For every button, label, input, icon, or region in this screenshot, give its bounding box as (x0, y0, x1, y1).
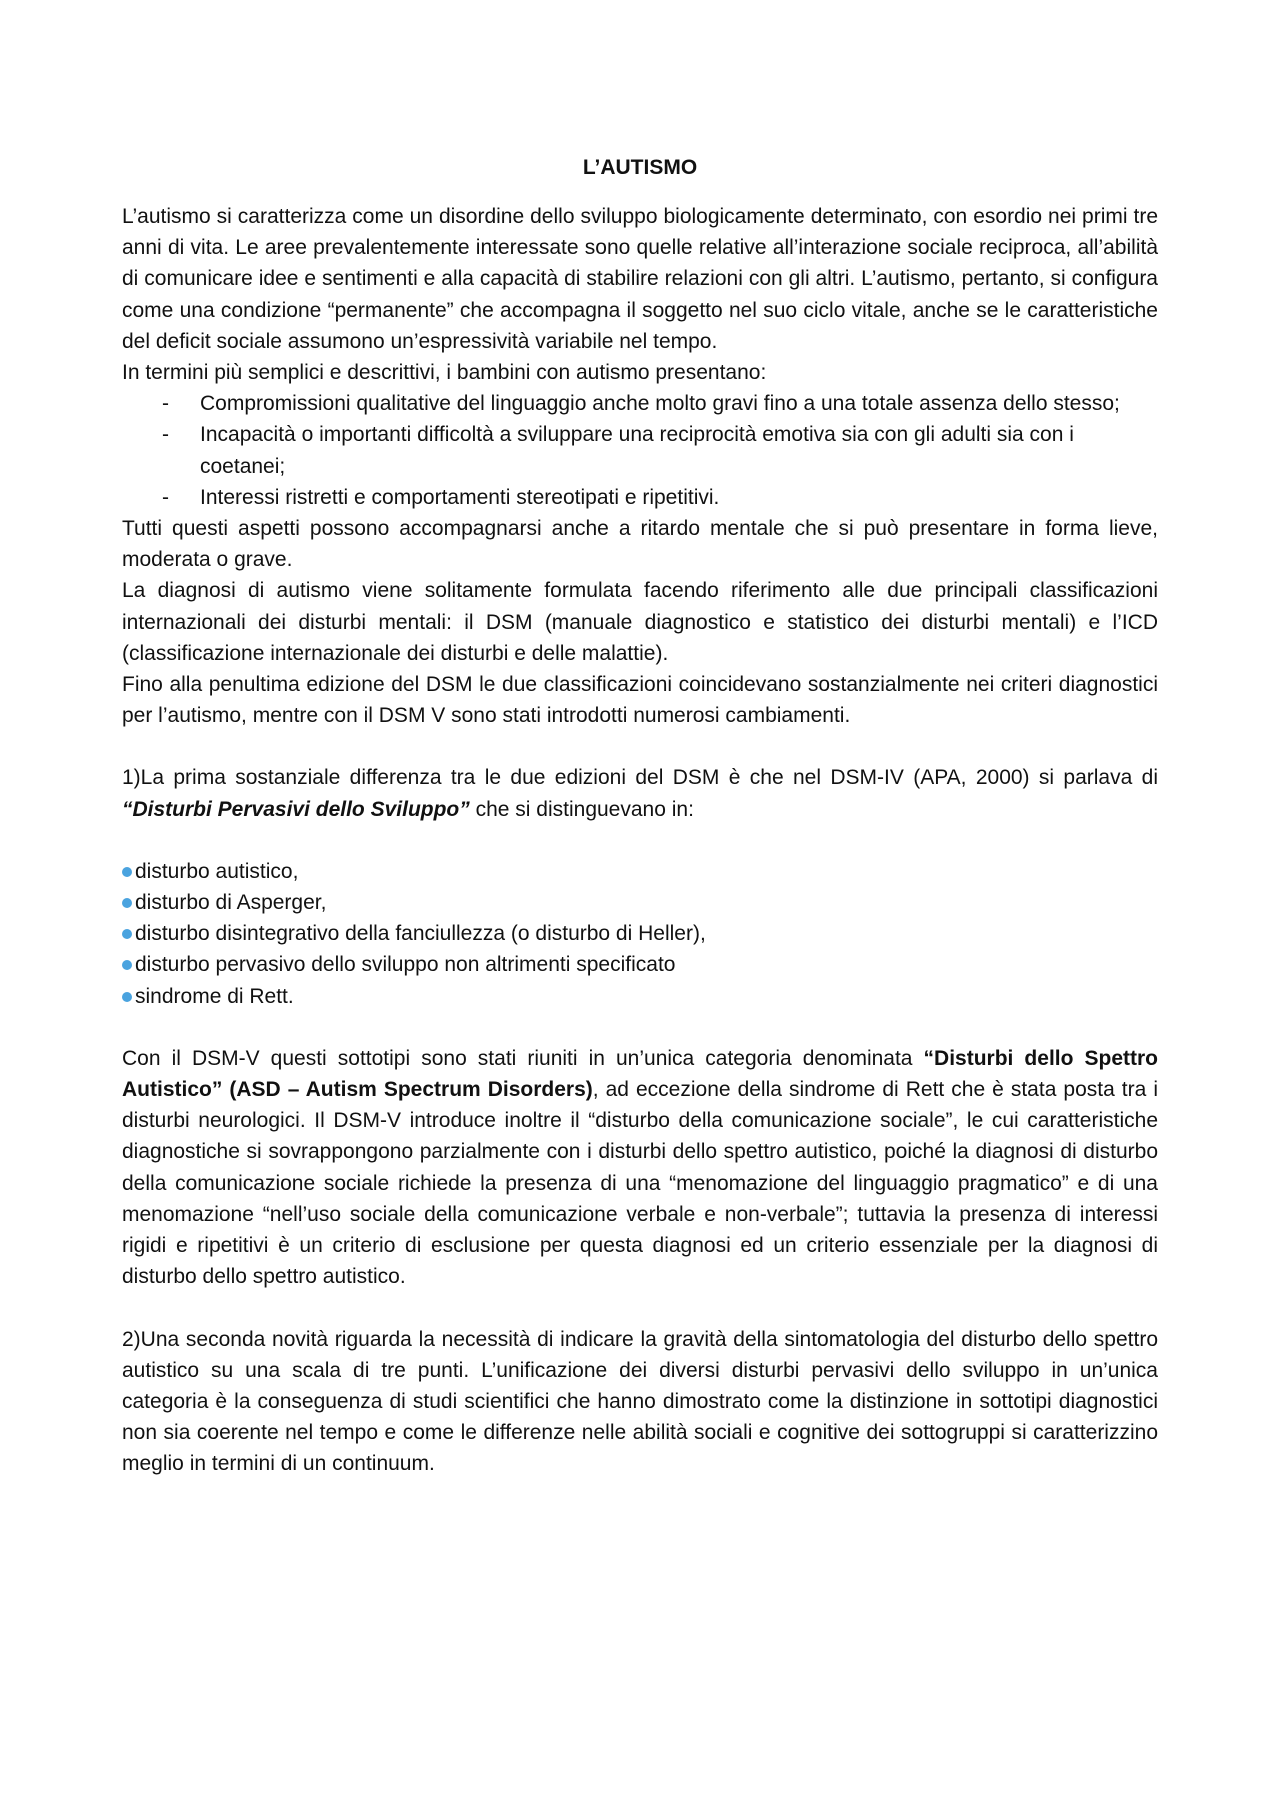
list-item: disturbo di Asperger, (122, 887, 1158, 918)
dsm-changes-paragraph: Fino alla penultima edizione del DSM le due classificazioni coincidevano sostanzialmente nei criteri diagnostici per l’autismo, mentre con il DSM V sono stati introdotti numerosi cambiamenti. (122, 673, 1158, 728)
list-item: disturbo disintegrativo della fanciullezza (o disturbo di Heller), (122, 918, 1158, 949)
list-item: disturbo autistico, (122, 856, 1158, 887)
bullet-dot-icon (122, 898, 132, 908)
dash-bullet: - (162, 423, 169, 447)
second-difference-paragraph: 2)Una seconda novità riguarda la necessità di indicare la gravità della sintomatologia del disturbo dello spettro autistico su una scala di tre punti. L’unificazione dei diversi disturbi pervasivi dello sviluppo in un’unica categoria è la conseguenza di studi scientifici che hanno dimostrato come la distinzione in sottotipi diagnostici non sia coerente nel tempo e come le differenze nelle abilità sociali e cognitive dei sottogruppi si caratterizzino meglio in termini di un continuum. (122, 1327, 1158, 1476)
list-item-text: Compromissioni qualitative del linguaggio anche molto gravi fino a una totale assenza dello stesso; (200, 392, 1120, 416)
list-item (122, 419, 1158, 481)
list-item: disturbo pervasivo dello sviluppo non altrimenti specificato (122, 949, 1158, 980)
diagnosis-paragraph: La diagnosi di autismo viene solitamente formulata facendo riferimento alle due principali classificazioni internazionali dei disturbi mentali: il DSM (manuale diagnostico e statistico dei disturbi mentali) e l’ICD (classificazione internazionale dei disturbi e delle malattie). (122, 579, 1158, 665)
intro-paragraph: L’autismo si caratterizza come un disordine dello sviluppo biologicamente determinato, con esordio nei primi tre anni di vita. Le aree prevalentemente interessate sono quelle relative all’interazione sociale reciproca, all’abilità di comunicare idee e sentimenti e alla capacità di stabilire relazioni con gli altri. L’autismo, pertanto, si configura come una condizione “permanente” che accompagna il soggetto nel suo ciclo vitale, anche se le caratteristiche del deficit sociale assumono un’espressività variabile nel tempo. (122, 205, 1158, 353)
asd-term: “Disturbi dello Spettro Autistico” (ASD – Autism Spectrum Disorders) (122, 1046, 1158, 1102)
dsm5-asd-paragraph: Con il DSM-V questi sottotipi sono stati riuniti in un’unica categoria denominata “Disturbi dello Spettro Autistico” (ASD – Autism Spectrum Disorders), ad eccezione della sindrome di Rett che è stata posta tra i disturbi neurologici. Il DSM-V introduce inoltre il “disturbo della comunicazione sociale”, le cui caratteristiche diagnostiche si sovrappongono parzialmente con i disturbi dello spettro autistico, poiché la diagnosi di disturbo della comunicazione sociale richiede la presenza di una “menomazione del linguaggio pragmatico” e di una menomazione “nell’uso sociale della comunicazione verbale e non-verbale”; tuttavia la presenza di interessi rigidi e ripetitivi è un criterio di esclusione per questa diagnosi ed un criterio essenziale per la diagnosi di disturbo dello spettro autistico. (122, 1046, 1158, 1289)
spacer (122, 825, 1158, 856)
spacer (122, 731, 1158, 762)
spacer (122, 1293, 1158, 1324)
list-item (122, 388, 1158, 419)
bullet-dot-icon (122, 867, 132, 877)
pervasive-disorders-term: “Disturbi Pervasivi dello Sviluppo” (122, 797, 470, 821)
first-difference-paragraph: 1)La prima sostanziale differenza tra le due edizioni del DSM è che nel DSM-IV (APA, 2000) si parlava di “Disturbi Pervasivi dello Sviluppo” che si distinguevano in: (122, 766, 1158, 821)
document-page (122, 152, 1158, 1480)
list-item-text: Interessi ristretti e comportamenti stereotipati e ripetitivi. (200, 485, 720, 509)
list-item: sindrome di Rett. (122, 981, 1158, 1012)
mental-retardation-paragraph: Tutti questi aspetti possono accompagnarsi anche a ritardo mentale che si può presentare in forma lieve, moderata o grave. (122, 517, 1158, 572)
subtypes-list (122, 856, 1158, 1012)
dash-bullet: - (162, 392, 169, 416)
dash-bullet: - (162, 485, 169, 509)
document-title: L’AUTISMO (582, 156, 698, 179)
bullet-dot-icon (122, 992, 132, 1002)
bullet-dot-icon (122, 960, 132, 970)
features-list (122, 388, 1158, 513)
spacer (122, 1012, 1158, 1043)
bullet-dot-icon (122, 929, 132, 939)
description-lead-paragraph: In termini più semplici e descrittivi, i bambini con autismo presentano: (122, 361, 767, 385)
list-item (122, 482, 1158, 513)
list-item-text: Incapacità o importanti difficoltà a sviluppare una reciprocità emotiva sia con gli adulti sia con i coetanei; (200, 423, 1074, 478)
